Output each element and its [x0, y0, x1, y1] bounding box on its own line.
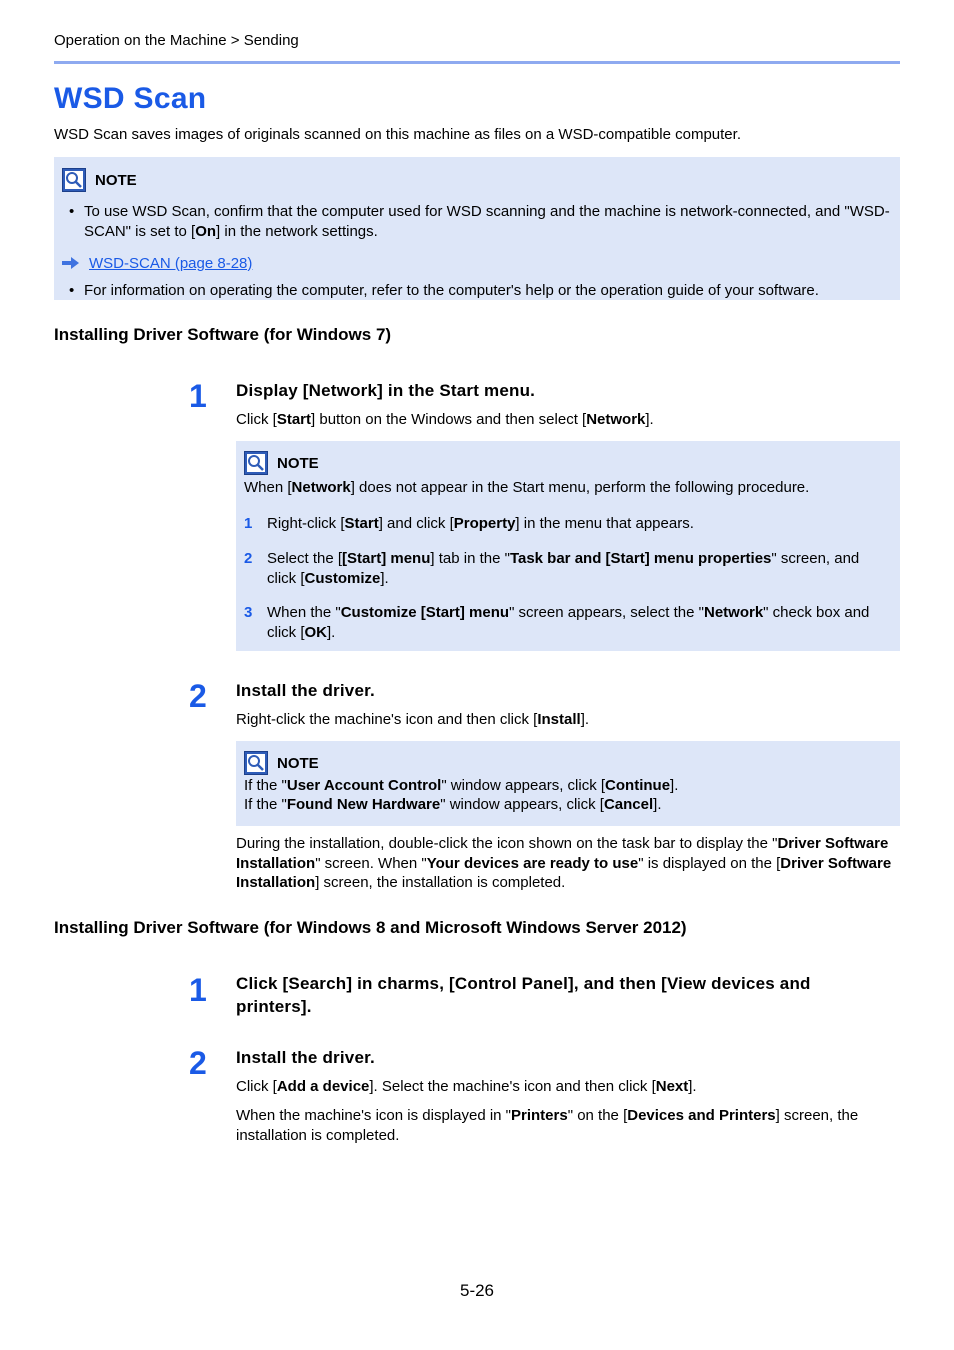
- note-box-step2: [236, 741, 900, 826]
- wsd-scan-link[interactable]: WSD-SCAN (page 8-28): [89, 254, 253, 272]
- note-bullet: • To use WSD Scan, confirm that the computer used for WSD scanning and the machine is network-connected, and "WSD-SCAN" is set to [On] in the network settings.: [62, 202, 892, 242]
- substep-number: 1: [244, 515, 253, 532]
- substep: [244, 603, 890, 643]
- note-label: NOTE: [277, 754, 319, 772]
- substep-text: When the "Customize [Start] menu" screen appears, select the "Network" check box and click [OK].: [267, 604, 870, 641]
- note-magnifier-icon: [244, 451, 268, 475]
- step-number: 1: [189, 972, 207, 1008]
- step-number: 2: [189, 678, 207, 714]
- step-title: Install the driver.: [236, 681, 375, 700]
- note-header: [244, 450, 890, 476]
- note-magnifier-icon: [244, 751, 268, 775]
- note-box-step1: [236, 441, 900, 651]
- substep: [244, 514, 890, 534]
- note-label: NOTE: [95, 171, 137, 189]
- substep: [244, 549, 890, 589]
- note-text: When [Network] does not appear in the Start menu, perform the following procedure.: [244, 479, 810, 496]
- step-body: When the machine's icon is displayed in "Printers" on the [Devices and Printers] screen, the installation is completed.: [236, 1107, 859, 1144]
- substep-text: Right-click [Start] and click [Property] in the menu that appears.: [267, 515, 694, 532]
- note-text: If the "User Account Control" window appears, click [Continue]. If the "Found New Hardware" window appears, click [Cancel].: [244, 777, 679, 813]
- intro-text: WSD Scan saves images of originals scanned on this machine as files on a WSD-compatible computer.: [54, 126, 741, 143]
- link-row: [62, 253, 892, 273]
- step-body: Click [Add a device]. Select the machine's icon and then click [Next].: [236, 1078, 697, 1095]
- substep-number: 3: [244, 604, 253, 621]
- step-body: Click [Start] button on the Windows and then select [Network].: [236, 411, 654, 428]
- step-body-after-note: During the installation, double-click the icon shown on the task bar to display the "Driver Software Installation" screen. When "Your devices are ready to use" is displayed on the [Driver Software Installation] screen, the installation is completed.: [236, 835, 892, 891]
- step-title: Install the driver.: [236, 1048, 375, 1067]
- substep-number: 2: [244, 550, 253, 567]
- section-heading-windows8: Installing Driver Software (for Windows 8 and Microsoft Windows Server 2012): [54, 918, 687, 937]
- step-title: Display [Network] in the Start menu.: [236, 381, 536, 400]
- page-number: 5-26: [459, 1281, 495, 1300]
- section-heading-windows7: Installing Driver Software (for Windows 7): [54, 325, 392, 344]
- note-header: [244, 750, 890, 776]
- step-number: 1: [189, 378, 207, 414]
- page-title: WSD Scan: [54, 82, 207, 115]
- step-body: Right-click the machine's icon and then click [Install].: [236, 711, 590, 728]
- substep-text: Select the [[Start] menu] tab in the "Task bar and [Start] menu properties" screen, and click [Customize].: [267, 550, 860, 587]
- note-label: NOTE: [277, 454, 319, 472]
- note-header: [62, 167, 892, 193]
- step-title: Click [Search] in charms, [Control Panel], and then [View devices and printers].: [236, 974, 811, 1016]
- step-number: 2: [189, 1045, 207, 1081]
- note-bullet: • For information on operating the computer, refer to the computer's help or the operation guide of your software.: [62, 281, 892, 301]
- note-magnifier-icon: [62, 168, 86, 192]
- arrow-right-icon: [62, 257, 79, 269]
- note-box-top: [54, 157, 900, 300]
- header-rule: [54, 61, 900, 64]
- breadcrumb: Operation on the Machine > Sending: [54, 32, 299, 49]
